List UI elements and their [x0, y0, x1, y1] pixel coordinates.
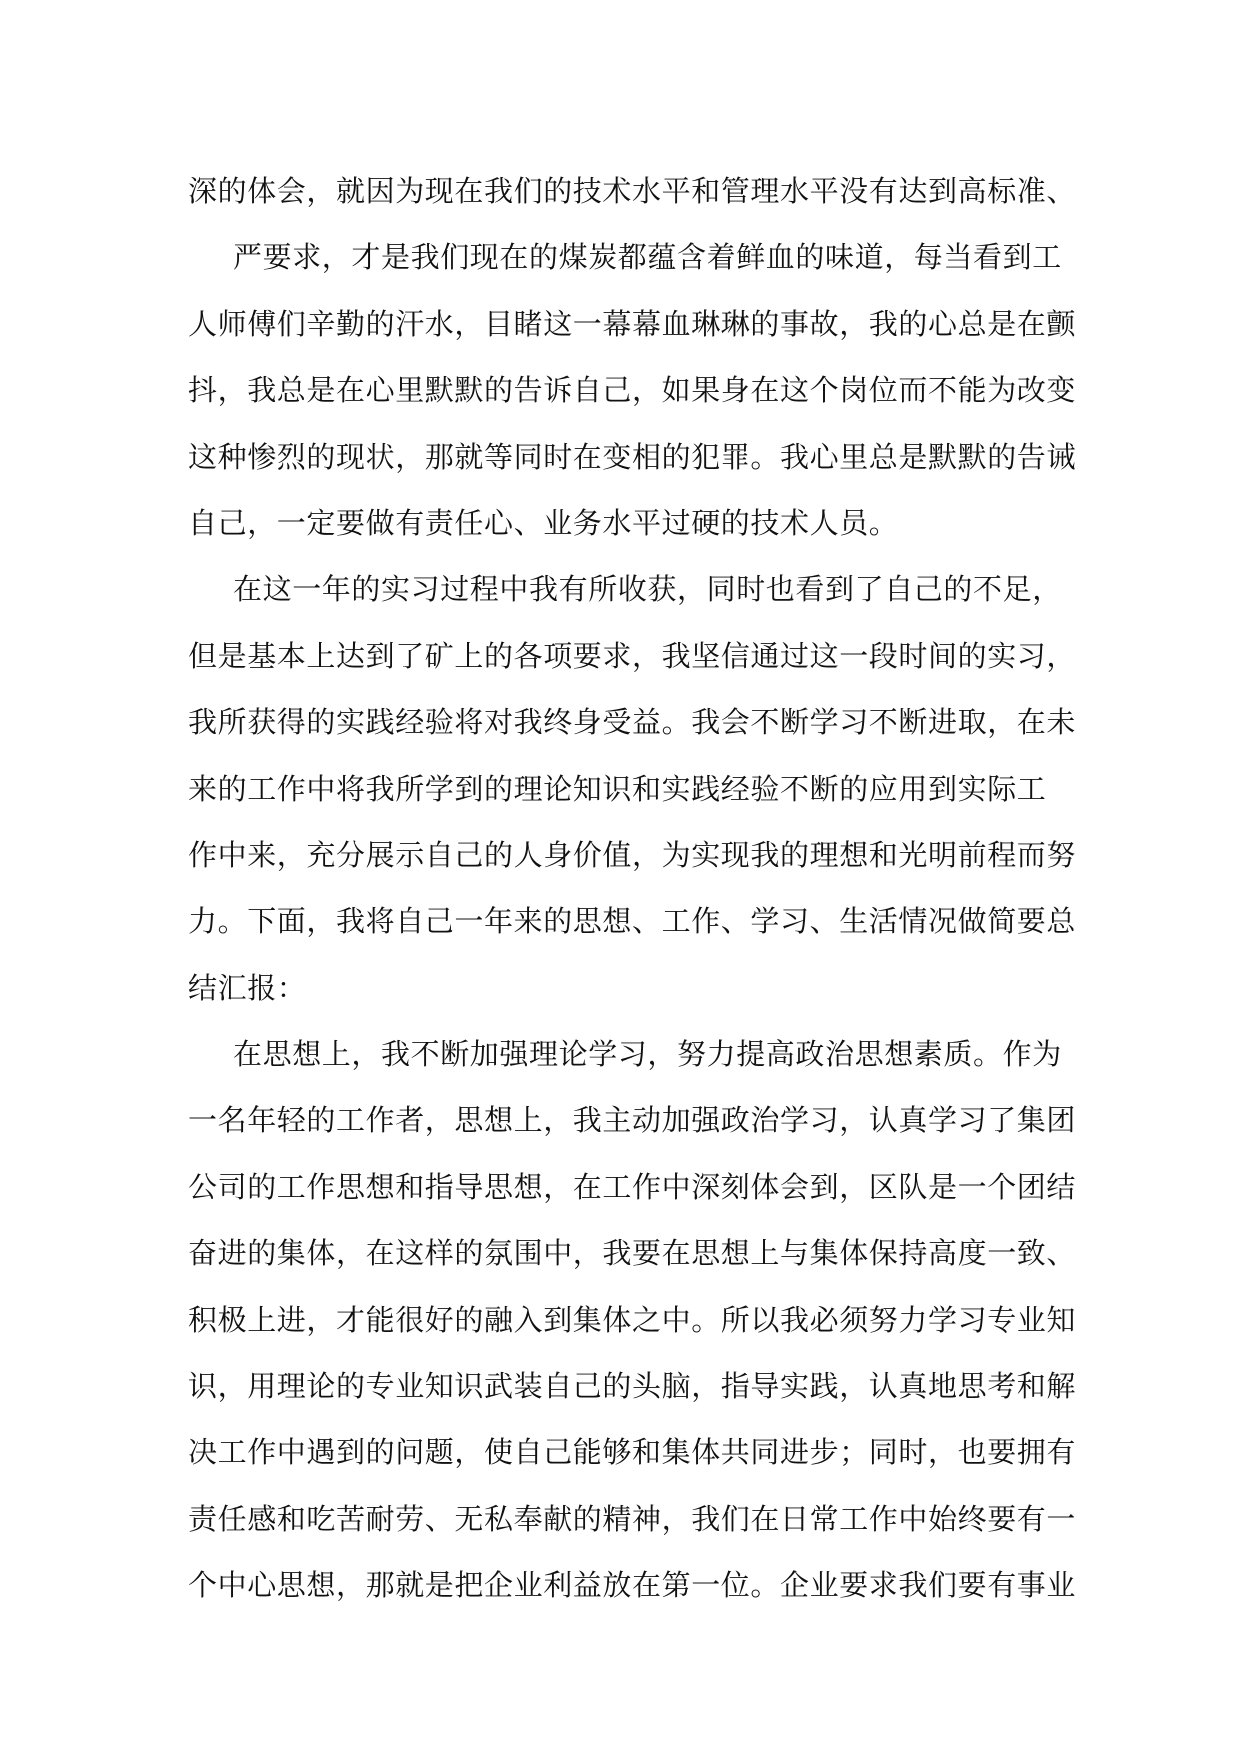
text-line: 严要求，才是我们现在的煤炭都蕴含着鲜血的味道，每当看到工 [233, 240, 1062, 275]
text-line: 抖，我总是在心里默默的告诉自己，如果身在这个岗位而不能为改变 [188, 373, 1077, 408]
text-line: 公司的工作思想和指导思想，在工作中深刻体会到，区队是一个团结 [188, 1169, 1077, 1204]
text-line: 自己，一定要做有责任心、业务水平过硬的技术人员。 [188, 505, 899, 540]
text-line: 结汇报： [188, 970, 307, 1005]
text-line: 但是基本上达到了矿上的各项要求，我坚信通过这一段时间的实习， [188, 638, 1077, 673]
text-line: 奋进的集体，在这样的氛围中，我要在思想上与集体保持高度一致、 [188, 1236, 1077, 1271]
text-line: 作中来，充分展示自己的人身价值，为实现我的理想和光明前程而努 [188, 837, 1077, 872]
text-line: 在这一年的实习过程中我有所收获，同时也看到了自己的不足， [233, 572, 1062, 607]
text-line: 力。下面，我将自己一年来的思想、工作、学习、生活情况做简要总 [188, 904, 1077, 939]
text-line: 来的工作中将我所学到的理论知识和实践经验不断的应用到实际工 [188, 771, 1047, 806]
text-line: 一名年轻的工作者，思想上，我主动加强政治学习，认真学习了集团 [188, 1103, 1077, 1138]
text-line: 深的体会，就因为现在我们的技术水平和管理水平没有达到高标准、 [188, 174, 1077, 208]
text-line: 积极上进，才能很好的融入到集体之中。所以我必须努力学习专业知 [188, 1302, 1077, 1337]
text-line: 个中心思想，那就是把企业利益放在第一位。企业要求我们要有事业 [188, 1568, 1077, 1603]
text-line: 这种惨烈的现状，那就等同时在变相的犯罪。我心里总是默默的告诫 [188, 439, 1077, 474]
text-line: 在思想上，我不断加强理论学习，努力提高政治思想素质。作为 [233, 1037, 1062, 1072]
document-body [188, 158, 1077, 1619]
text-line: 责任感和吃苦耐劳、无私奉献的精神，我们在日常工作中始终要有一 [188, 1501, 1077, 1536]
text-line: 我所获得的实践经验将对我终身受益。我会不断学习不断进取，在未 [188, 705, 1077, 740]
text-line: 决工作中遇到的问题，使自己能够和集体共同进步；同时，也要拥有 [188, 1435, 1077, 1470]
text-line: 人师傅们辛勤的汗水，目睹这一幕幕血琳琳的事故，我的心总是在颤 [188, 306, 1077, 341]
text-line: 识，用理论的专业知识武装自己的头脑，指导实践，认真地思考和解 [188, 1369, 1077, 1404]
